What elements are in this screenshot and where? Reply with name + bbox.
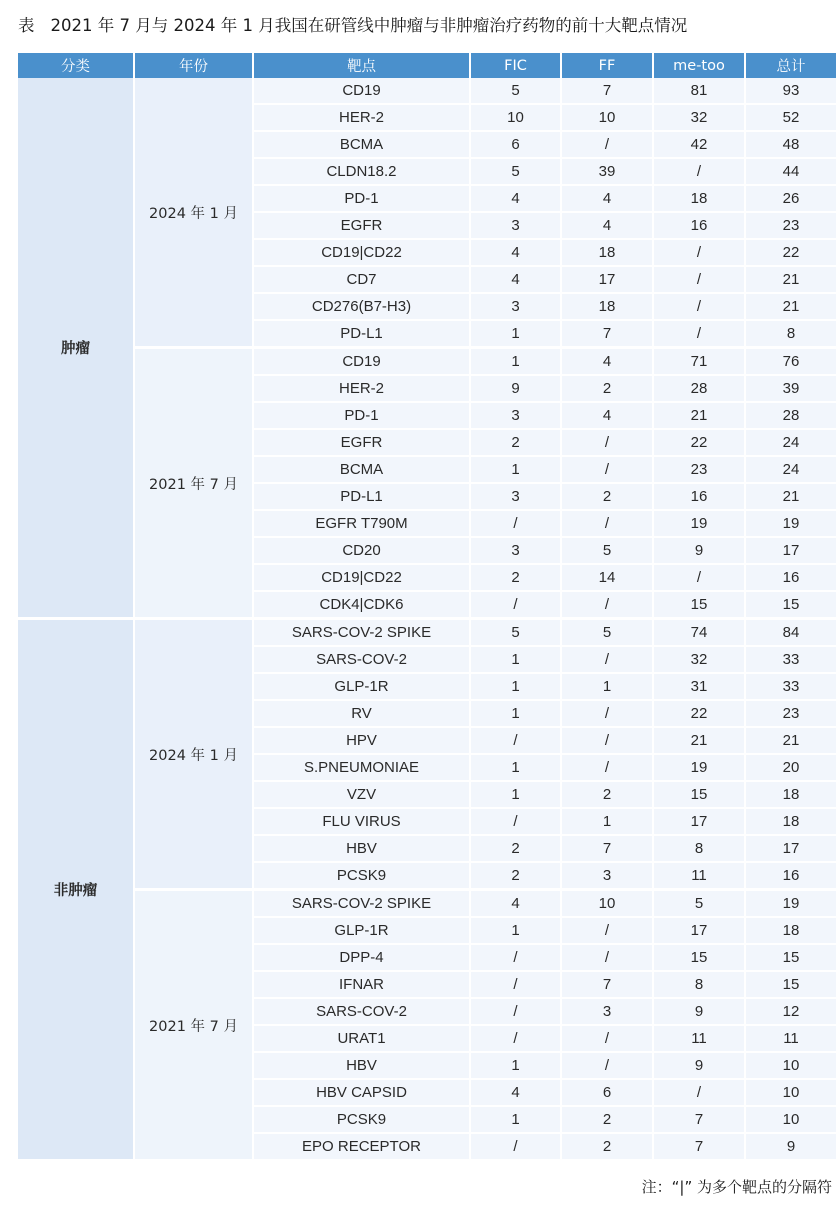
- table-label: 表: [18, 16, 35, 35]
- total-cell: 9: [745, 1133, 836, 1160]
- header-row: [18, 53, 836, 78]
- fic-cell: 2: [470, 564, 561, 591]
- fic-cell: 2: [470, 862, 561, 890]
- total-cell: 22: [745, 239, 836, 266]
- ff-cell: 1: [561, 808, 653, 835]
- target-cell: PD-L1: [253, 483, 470, 510]
- ff-cell: 4: [561, 185, 653, 212]
- target-cell: PD-L1: [253, 320, 470, 348]
- fic-cell: 1: [470, 646, 561, 673]
- header-ff: FF: [561, 53, 653, 78]
- ff-cell: 10: [561, 104, 653, 131]
- total-cell: 11: [745, 1025, 836, 1052]
- fic-cell: 1: [470, 348, 561, 376]
- target-cell: HER-2: [253, 375, 470, 402]
- fic-cell: /: [470, 1025, 561, 1052]
- table-row: [18, 348, 836, 376]
- fic-cell: 1: [470, 700, 561, 727]
- me-too-cell: 19: [653, 754, 745, 781]
- total-cell: 48: [745, 131, 836, 158]
- total-cell: 76: [745, 348, 836, 376]
- target-cell: CD19: [253, 348, 470, 376]
- target-cell: BCMA: [253, 456, 470, 483]
- target-cell: PCSK9: [253, 862, 470, 890]
- total-cell: 21: [745, 293, 836, 320]
- me-too-cell: 19: [653, 510, 745, 537]
- total-cell: 8: [745, 320, 836, 348]
- target-cell: CLDN18.2: [253, 158, 470, 185]
- target-cell: PD-1: [253, 402, 470, 429]
- me-too-cell: 16: [653, 212, 745, 239]
- total-cell: 26: [745, 185, 836, 212]
- me-too-cell: 21: [653, 727, 745, 754]
- ff-cell: /: [561, 1052, 653, 1079]
- ff-cell: /: [561, 131, 653, 158]
- total-cell: 17: [745, 537, 836, 564]
- target-cell: CD20: [253, 537, 470, 564]
- me-too-cell: 17: [653, 917, 745, 944]
- year-cell: 2024 年 1 月: [134, 619, 253, 890]
- fic-cell: 2: [470, 835, 561, 862]
- total-cell: 20: [745, 754, 836, 781]
- fic-cell: 3: [470, 402, 561, 429]
- ff-cell: /: [561, 456, 653, 483]
- me-too-cell: 15: [653, 781, 745, 808]
- target-cell: HBV: [253, 835, 470, 862]
- target-cell: SARS-COV-2 SPIKE: [253, 619, 470, 647]
- targets-table: [18, 53, 836, 1161]
- target-cell: CDK4|CDK6: [253, 591, 470, 619]
- table-caption: 2021 年 7 月与 2024 年 1 月我国在研管线中肿瘤与非肿瘤治疗药物的前十大靶点情况: [50, 16, 688, 35]
- total-cell: 23: [745, 700, 836, 727]
- ff-cell: 3: [561, 862, 653, 890]
- me-too-cell: 16: [653, 483, 745, 510]
- fic-cell: 3: [470, 212, 561, 239]
- ff-cell: 7: [561, 78, 653, 104]
- year-cell: 2024 年 1 月: [134, 78, 253, 348]
- me-too-cell: 8: [653, 835, 745, 862]
- target-cell: GLP-1R: [253, 673, 470, 700]
- target-cell: CD19|CD22: [253, 239, 470, 266]
- total-cell: 28: [745, 402, 836, 429]
- total-cell: 19: [745, 510, 836, 537]
- target-cell: FLU VIRUS: [253, 808, 470, 835]
- ff-cell: 10: [561, 890, 653, 918]
- category-cell: 非肿瘤: [18, 619, 134, 1161]
- table-row: [18, 78, 836, 104]
- header-me-too: me-too: [653, 53, 745, 78]
- total-cell: 10: [745, 1106, 836, 1133]
- me-too-cell: 28: [653, 375, 745, 402]
- total-cell: 39: [745, 375, 836, 402]
- me-too-cell: 5: [653, 890, 745, 918]
- me-too-cell: /: [653, 266, 745, 293]
- target-cell: SARS-COV-2: [253, 646, 470, 673]
- me-too-cell: /: [653, 293, 745, 320]
- fic-cell: 1: [470, 1052, 561, 1079]
- me-too-cell: 15: [653, 591, 745, 619]
- total-cell: 12: [745, 998, 836, 1025]
- fic-cell: /: [470, 591, 561, 619]
- total-cell: 16: [745, 862, 836, 890]
- me-too-cell: 71: [653, 348, 745, 376]
- target-cell: PD-1: [253, 185, 470, 212]
- total-cell: 24: [745, 456, 836, 483]
- fic-cell: 5: [470, 619, 561, 647]
- me-too-cell: /: [653, 564, 745, 591]
- ff-cell: 2: [561, 1106, 653, 1133]
- total-cell: 21: [745, 727, 836, 754]
- total-cell: 10: [745, 1079, 836, 1106]
- ff-cell: 7: [561, 835, 653, 862]
- target-cell: URAT1: [253, 1025, 470, 1052]
- me-too-cell: 18: [653, 185, 745, 212]
- ff-cell: 5: [561, 619, 653, 647]
- ff-cell: 4: [561, 402, 653, 429]
- total-cell: 18: [745, 917, 836, 944]
- total-cell: 33: [745, 646, 836, 673]
- fic-cell: 5: [470, 158, 561, 185]
- target-cell: EGFR: [253, 212, 470, 239]
- ff-cell: 6: [561, 1079, 653, 1106]
- me-too-cell: 9: [653, 1052, 745, 1079]
- fic-cell: 9: [470, 375, 561, 402]
- ff-cell: 2: [561, 375, 653, 402]
- ff-cell: 3: [561, 998, 653, 1025]
- me-too-cell: /: [653, 239, 745, 266]
- ff-cell: 7: [561, 320, 653, 348]
- target-cell: HBV CAPSID: [253, 1079, 470, 1106]
- total-cell: 15: [745, 944, 836, 971]
- ff-cell: /: [561, 944, 653, 971]
- header-target: 靶点: [253, 53, 470, 78]
- ff-cell: 1: [561, 673, 653, 700]
- table-row: [18, 890, 836, 918]
- me-too-cell: 7: [653, 1133, 745, 1160]
- target-cell: DPP-4: [253, 944, 470, 971]
- fic-cell: 4: [470, 890, 561, 918]
- fic-cell: 1: [470, 456, 561, 483]
- target-cell: HPV: [253, 727, 470, 754]
- total-cell: 17: [745, 835, 836, 862]
- target-cell: PCSK9: [253, 1106, 470, 1133]
- me-too-cell: 17: [653, 808, 745, 835]
- me-too-cell: 8: [653, 971, 745, 998]
- target-cell: CD19: [253, 78, 470, 104]
- ff-cell: /: [561, 591, 653, 619]
- ff-cell: /: [561, 700, 653, 727]
- ff-cell: /: [561, 727, 653, 754]
- me-too-cell: 21: [653, 402, 745, 429]
- target-cell: HBV: [253, 1052, 470, 1079]
- fic-cell: /: [470, 510, 561, 537]
- me-too-cell: 32: [653, 104, 745, 131]
- target-cell: VZV: [253, 781, 470, 808]
- total-cell: 18: [745, 781, 836, 808]
- category-cell: 肿瘤: [18, 78, 134, 619]
- total-cell: 52: [745, 104, 836, 131]
- target-cell: IFNAR: [253, 971, 470, 998]
- fic-cell: /: [470, 1133, 561, 1160]
- fic-cell: 1: [470, 673, 561, 700]
- me-too-cell: 32: [653, 646, 745, 673]
- fic-cell: 3: [470, 293, 561, 320]
- total-cell: 19: [745, 890, 836, 918]
- fic-cell: 4: [470, 1079, 561, 1106]
- fic-cell: /: [470, 727, 561, 754]
- fic-cell: 10: [470, 104, 561, 131]
- me-too-cell: 7: [653, 1106, 745, 1133]
- me-too-cell: 23: [653, 456, 745, 483]
- ff-cell: /: [561, 1025, 653, 1052]
- total-cell: 21: [745, 266, 836, 293]
- year-cell: 2021 年 7 月: [134, 348, 253, 619]
- fic-cell: 5: [470, 78, 561, 104]
- ff-cell: 2: [561, 1133, 653, 1160]
- me-too-cell: 11: [653, 1025, 745, 1052]
- fic-cell: 3: [470, 483, 561, 510]
- target-cell: RV: [253, 700, 470, 727]
- me-too-cell: 31: [653, 673, 745, 700]
- total-cell: 44: [745, 158, 836, 185]
- total-cell: 84: [745, 619, 836, 647]
- fic-cell: 2: [470, 429, 561, 456]
- fic-cell: 1: [470, 781, 561, 808]
- me-too-cell: 15: [653, 944, 745, 971]
- fic-cell: /: [470, 944, 561, 971]
- ff-cell: 4: [561, 212, 653, 239]
- ff-cell: 14: [561, 564, 653, 591]
- fic-cell: 3: [470, 537, 561, 564]
- target-cell: CD276(B7-H3): [253, 293, 470, 320]
- ff-cell: 18: [561, 239, 653, 266]
- header-year: 年份: [134, 53, 253, 78]
- ff-cell: 5: [561, 537, 653, 564]
- ff-cell: 2: [561, 781, 653, 808]
- fic-cell: /: [470, 998, 561, 1025]
- total-cell: 33: [745, 673, 836, 700]
- total-cell: 15: [745, 971, 836, 998]
- target-cell: BCMA: [253, 131, 470, 158]
- fic-cell: 1: [470, 1106, 561, 1133]
- me-too-cell: /: [653, 158, 745, 185]
- total-cell: 15: [745, 591, 836, 619]
- ff-cell: 4: [561, 348, 653, 376]
- target-cell: CD7: [253, 266, 470, 293]
- header-category: 分类: [18, 53, 134, 78]
- target-cell: EPO RECEPTOR: [253, 1133, 470, 1160]
- header-total: 总计: [745, 53, 836, 78]
- me-too-cell: 9: [653, 537, 745, 564]
- ff-cell: 39: [561, 158, 653, 185]
- table-row: [18, 619, 836, 647]
- total-cell: 93: [745, 78, 836, 104]
- target-cell: HER-2: [253, 104, 470, 131]
- me-too-cell: 74: [653, 619, 745, 647]
- fic-cell: 4: [470, 239, 561, 266]
- fic-cell: 4: [470, 185, 561, 212]
- ff-cell: 17: [561, 266, 653, 293]
- ff-cell: 18: [561, 293, 653, 320]
- fic-cell: 1: [470, 917, 561, 944]
- me-too-cell: 22: [653, 700, 745, 727]
- ff-cell: /: [561, 429, 653, 456]
- me-too-cell: /: [653, 320, 745, 348]
- footnote: 注：“|” 为多个靶点的分隔符: [641, 1178, 832, 1196]
- ff-cell: 7: [561, 971, 653, 998]
- me-too-cell: 81: [653, 78, 745, 104]
- year-cell: 2021 年 7 月: [134, 890, 253, 1161]
- ff-cell: /: [561, 917, 653, 944]
- target-cell: S.PNEUMONIAE: [253, 754, 470, 781]
- total-cell: 21: [745, 483, 836, 510]
- ff-cell: 2: [561, 483, 653, 510]
- target-cell: EGFR: [253, 429, 470, 456]
- fic-cell: 6: [470, 131, 561, 158]
- fic-cell: 1: [470, 754, 561, 781]
- ff-cell: /: [561, 510, 653, 537]
- fic-cell: /: [470, 971, 561, 998]
- table-title: [18, 14, 687, 38]
- total-cell: 18: [745, 808, 836, 835]
- fic-cell: 1: [470, 320, 561, 348]
- target-cell: EGFR T790M: [253, 510, 470, 537]
- me-too-cell: 22: [653, 429, 745, 456]
- total-cell: 24: [745, 429, 836, 456]
- target-cell: GLP-1R: [253, 917, 470, 944]
- me-too-cell: 42: [653, 131, 745, 158]
- total-cell: 23: [745, 212, 836, 239]
- me-too-cell: 9: [653, 998, 745, 1025]
- target-cell: SARS-COV-2: [253, 998, 470, 1025]
- total-cell: 16: [745, 564, 836, 591]
- ff-cell: /: [561, 646, 653, 673]
- fic-cell: 4: [470, 266, 561, 293]
- ff-cell: /: [561, 754, 653, 781]
- target-cell: CD19|CD22: [253, 564, 470, 591]
- target-cell: SARS-COV-2 SPIKE: [253, 890, 470, 918]
- total-cell: 10: [745, 1052, 836, 1079]
- header-fic: FIC: [470, 53, 561, 78]
- fic-cell: /: [470, 808, 561, 835]
- me-too-cell: /: [653, 1079, 745, 1106]
- me-too-cell: 11: [653, 862, 745, 890]
